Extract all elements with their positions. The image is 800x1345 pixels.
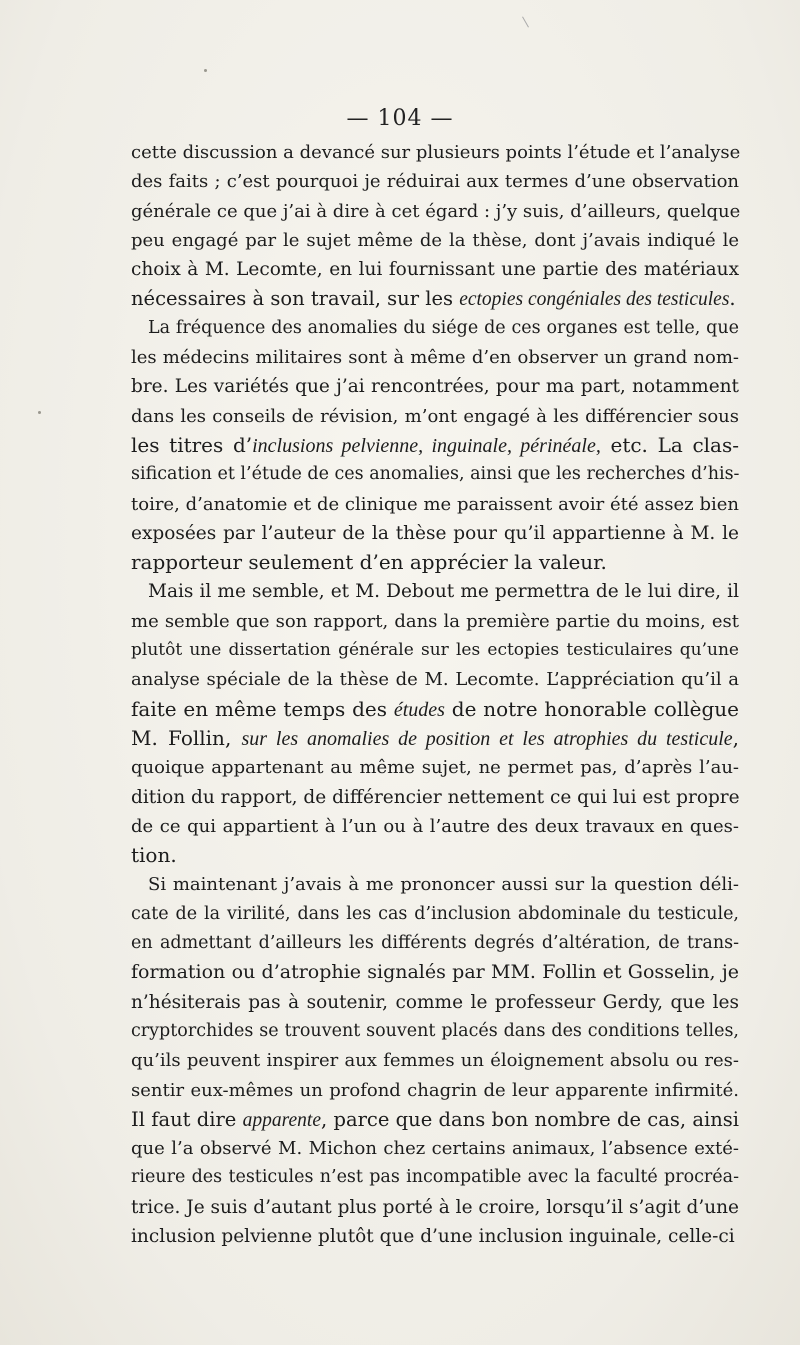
- text-run: me semble que son rapport, dans la première partie du moins, est: [131, 610, 739, 632]
- text-run: les médecins militaires sont à même d’en observer un grand nom-: [131, 347, 739, 369]
- text-run: dans les conseils de révision, m’ont engagé à les différencier sous: [131, 405, 739, 427]
- text-line: [131, 431, 739, 460]
- text-line: [131, 783, 739, 812]
- text-line: [131, 753, 739, 782]
- text-run: sentir eux-mêmes un profond chagrin de leur apparente infirmité.: [131, 1079, 739, 1101]
- paper-mark: [522, 17, 529, 28]
- text-run: tion.: [131, 843, 177, 868]
- text-run: analyse spéciale de la thèse de M. Lecomte. L’appréciation qu’il a: [131, 669, 739, 691]
- text-line: [131, 958, 739, 987]
- text-run: des faits ; c’est pourquoi je réduirai aux termes d’une observation: [131, 171, 739, 193]
- text-run: en admettant d’ailleurs les différents degrés d’altération, de trans-: [131, 933, 739, 954]
- text-line: [131, 929, 739, 958]
- text-run: .: [729, 287, 736, 311]
- text-line: [131, 724, 739, 753]
- text-line: [131, 460, 739, 489]
- text-line: [131, 1222, 739, 1251]
- text-run: rieure des testicules n’est pas incompatible avec la faculté procréa-: [131, 1167, 739, 1188]
- paper-speck: [38, 411, 41, 414]
- text-line: [131, 577, 739, 606]
- text-line: [131, 402, 739, 431]
- text-run: Mais il me semble, et M. Debout me permettra de le lui dire, il: [148, 581, 739, 603]
- text-line: [131, 548, 739, 577]
- text-run: formation ou d’atrophie signalés par MM. Follin et Gosselin, je: [131, 961, 739, 984]
- text-line: [131, 1076, 739, 1105]
- text-run: cate de la virilité, dans les cas d’inclusion abdominale du testicule,: [131, 903, 739, 924]
- text-line: [131, 841, 739, 870]
- text-line: [131, 1105, 739, 1134]
- text-line: [131, 1193, 739, 1222]
- text-run: exposées par l’auteur de la thèse pour qu’il appartienne à M. le: [131, 522, 739, 544]
- text-line: [131, 372, 739, 401]
- text-line: [131, 255, 739, 284]
- text-line: [131, 988, 739, 1017]
- text-line: [131, 490, 739, 519]
- text-line: [131, 284, 739, 313]
- text-line: [131, 519, 739, 548]
- text-line: [131, 607, 739, 636]
- text-run: cette discussion a devancé sur plusieurs points l’étude et l’analyse: [131, 142, 741, 163]
- page-number: — 104 —: [346, 106, 454, 131]
- text-run: La fréquence des anomalies du siége de ces organes est telle, que: [148, 317, 739, 338]
- text-line: [131, 343, 739, 372]
- text-line: [131, 138, 739, 167]
- text-run: peu engagé par le sujet même de la thèse, dont j’avais indiqué le: [131, 229, 739, 251]
- text-run: inclusion pelvienne plutôt que d’une inclusion inguinale, celle-ci: [131, 1225, 735, 1247]
- text-run: ,: [732, 725, 739, 750]
- text-line: [131, 314, 739, 343]
- text-run: cryptorchides se trouvent souvent placés dans des conditions telles,: [131, 1020, 739, 1041]
- text-run: trice. Je suis d’autant plus porté à le croire, lorsqu’il s’agit d’une: [131, 1196, 739, 1218]
- text-run: dition du rapport, de différencier nettement ce qui lui est propre: [131, 786, 740, 808]
- paper-speck: [204, 69, 207, 72]
- text-line: [131, 900, 739, 929]
- italic-text-run: sur les anomalies de position et les atrophies du testicule: [241, 727, 733, 750]
- italic-text-run: études: [393, 698, 445, 721]
- text-run: plutôt une dissertation générale sur les ectopies testiculaires qu’une: [131, 640, 739, 661]
- text-line: [131, 197, 739, 226]
- italic-text-run: apparente: [242, 1109, 321, 1131]
- italic-text-run: inclusions pelvienne, inguinale, périnéale,: [252, 434, 601, 457]
- text-run: nécessaires à son travail, sur les: [131, 287, 460, 311]
- text-run: bre. Les variétés que j’ai rencontrées, pour ma part, notamment: [131, 376, 739, 398]
- text-run: etc. La clas-: [600, 432, 739, 457]
- text-line: [131, 636, 739, 665]
- text-line: [131, 695, 739, 724]
- text-run: de notre honorable collègue: [444, 696, 739, 721]
- text-run: qu’ils peuvent inspirer aux femmes un éloignement absolu ou res-: [131, 1050, 739, 1072]
- text-run: faite en même temps des: [131, 696, 394, 721]
- text-run: n’hésiterais pas à soutenir, comme le professeur Gerdy, que les: [131, 991, 739, 1013]
- text-line: [131, 870, 739, 899]
- text-line: [131, 1163, 739, 1192]
- text-line: [131, 1046, 739, 1075]
- text-run: quoique appartenant au même sujet, ne permet pas, d’après l’au-: [131, 757, 739, 779]
- text-run: , parce que dans bon nombre de cas, ainsi: [320, 1107, 740, 1131]
- text-line: [131, 167, 739, 196]
- text-run: les titres d’: [131, 432, 253, 457]
- text-run: sification et l’étude de ces anomalies, ainsi que les recherches d’his-: [131, 464, 740, 485]
- text-run: rapporteur seulement d’en apprécier la valeur.: [131, 550, 607, 575]
- text-run: M. Follin,: [131, 725, 242, 750]
- text-line: [131, 812, 739, 841]
- text-run: générale ce que j’ai à dire à cet égard : j’y suis, d’ailleurs, quelque: [131, 200, 741, 222]
- text-run: Il faut dire: [131, 1107, 243, 1131]
- text-line: [131, 665, 739, 694]
- text-run: Si maintenant j’avais à me prononcer aussi sur la question déli-: [148, 874, 739, 896]
- text-run: de ce qui appartient à l’un ou à l’autre des deux travaux en ques-: [131, 815, 739, 837]
- text-run: toire, d’anatomie et de clinique me paraissent avoir été assez bien: [131, 493, 739, 515]
- text-line: [131, 1134, 739, 1163]
- text-line: [131, 1017, 739, 1046]
- text-run: choix à M. Lecomte, en lui fournissant une partie des matériaux: [131, 259, 739, 281]
- text-line: [131, 226, 739, 255]
- body-text: [131, 138, 739, 1251]
- text-run: que l’a observé M. Michon chez certains animaux, l’absence exté-: [131, 1138, 739, 1160]
- italic-text-run: ectopies congéniales des testicules: [459, 289, 730, 311]
